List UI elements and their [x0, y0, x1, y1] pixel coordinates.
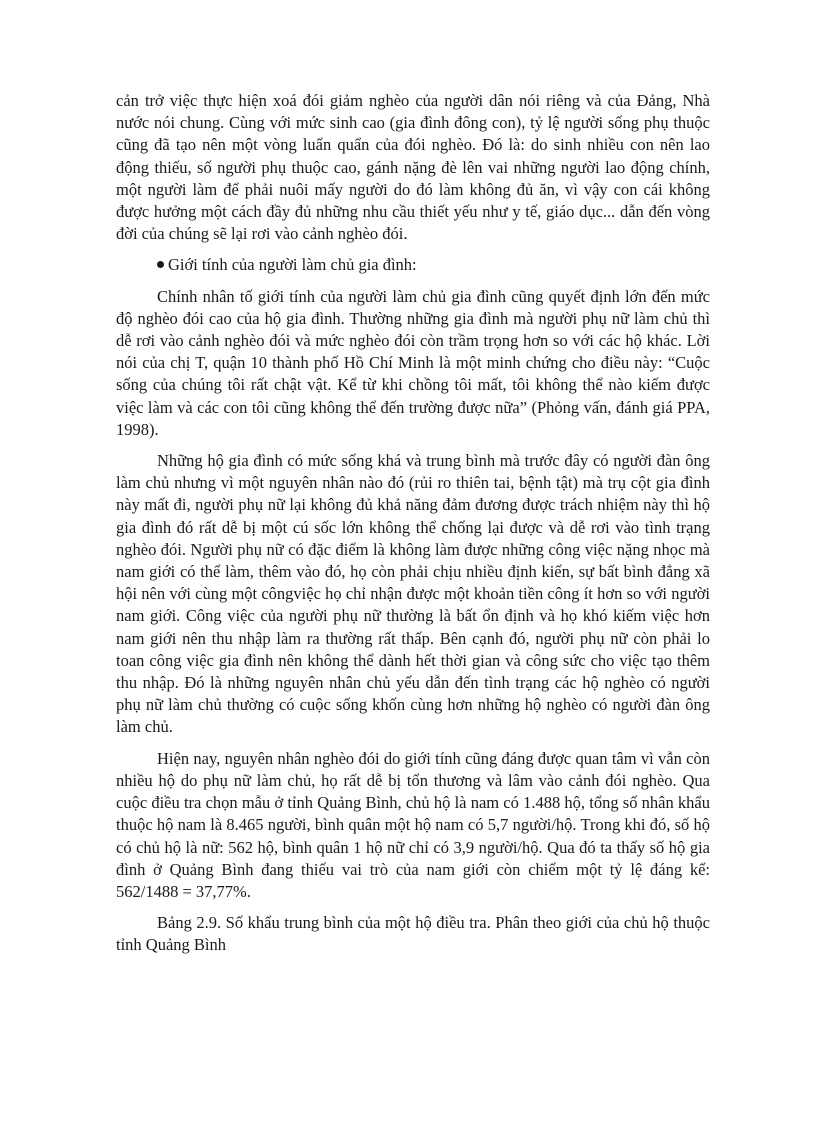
bullet-heading-text: Giới tính của người làm chủ gia đình:: [168, 255, 417, 275]
table-caption: Bảng 2.9. Số khẩu trung bình của một hộ điều tra. Phân theo giới của chủ hộ thuộc tỉnh Quảng Bình: [116, 913, 710, 955]
document-page: [116, 90, 710, 966]
paragraph-quang-binh-survey: Hiện nay, nguyên nhân nghèo đói do giới tính cũng đáng được quan tâm vì vẫn còn nhiều hộ do phụ nữ làm chủ, họ rất dễ bị tổn thương và lâm vào cảnh đói nghèo. Qua cuộc điều tra chọn mẫu ở tỉnh Quảng Bình, chủ hộ là nam có 1.488 hộ, tổng số nhân khẩu thuộc hộ nam là 8.465 người, bình quân một hộ nam có 5,7 người/hộ. Trong khi đó, số hộ có chủ hộ là nữ: 562 hộ, bình quân 1 hộ nữ chỉ có 3,9 người/hộ. Qua đó ta thấy số hộ gia đình ở Quảng Bình đang thiếu vai trò của nam giới còn chiếm một tỷ lệ đáng kể: 562/1488 = 37,77%.: [116, 748, 710, 901]
bullet-icon: [157, 261, 164, 268]
bullet-heading-gender: [116, 254, 710, 276]
paragraph-dependency: cản trở việc thực hiện xoá đói giảm nghèo của người dân nói riêng và của Đảng, Nhà nước nói chung. Cùng với mức sinh cao (gia đình đông con), tỷ lệ người sống phụ thuộc cũng đã tạo nên một vòng luẩn quẩn của đói nghèo. Đó là: do sinh nhiều con nên lao động thiếu, số người phụ thuộc cao, gánh nặng đè lên vai những người lao động chính, một người làm để phải nuôi mấy người do đó làm không đủ ăn, vì vậy con cái không được hưởng một cách đầy đủ những nhu cầu thiết yếu như y tế, giáo dục... dẫn đến vòng đời của chúng sẽ lại rơi vào cảnh nghèo đói.: [116, 91, 710, 244]
paragraph-gender-factor: Chính nhân tố giới tính của người làm chủ gia đình cũng quyết định lớn đến mức độ nghèo đói cao của hộ gia đình. Thường những gia đình mà người phụ nữ làm chủ thì dễ rơi vào cảnh nghèo đói và mức nghèo đói còn trầm trọng hơn so với các hộ khác. Lời nói của chị T, quận 10 thành phố Hồ Chí Minh là một minh chứng cho điều này: “Cuộc sống của chúng tôi rất chật vật. Kể từ khi chồng tôi mất, tôi không thể nào kiếm được việc làm và các con tôi cũng không thể đến trường được nữa” (Phỏng vấn, đánh giá PPA, 1998).: [116, 286, 710, 439]
paragraph-female-headed-households: Những hộ gia đình có mức sống khá và trung bình mà trước đây có người đàn ông làm chủ nhưng vì một nguyên nhân nào đó (rủi ro thiên tai, bệnh tật) mà trụ cột gia đình này mất đi, người phụ nữ lại không đủ khả năng đảm đương được trách nhiệm này thì hộ gia đình đó rất dễ bị một cú sốc lớn không thể chống lại được và dễ rơi vào tình trạng nghèo đói. Người phụ nữ có đặc điểm là không làm được những công việc nặng nhọc mà nam giới có thể làm, thêm vào đó, họ còn phải chịu nhiều định kiến, sự bất bình đẳng xã hội nên với cùng một côngviệc họ chỉ nhận được một khoản tiền công ít hơn so với người nam giới. Công việc của người phụ nữ thường là bất ổn định và họ khó kiếm việc hơn nam giới nên thu nhập làm ra thường rất thấp. Bên cạnh đó, người phụ nữ còn phải lo toan công việc gia đình nên không thể dành hết thời gian và công sức cho việc tạo thêm thu nhập. Đó là những nguyên nhân chủ yếu dẫn đến tình trạng các hộ nghèo có người phụ nữ làm chủ thường có cuộc sống khốn cùng hơn những hộ nghèo có người đàn ông làm chủ.: [116, 451, 710, 737]
